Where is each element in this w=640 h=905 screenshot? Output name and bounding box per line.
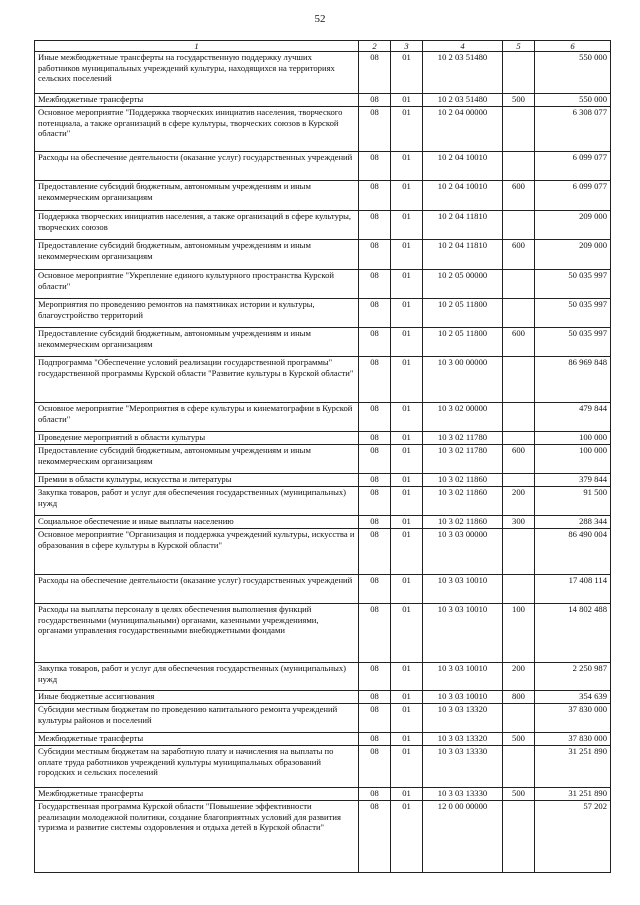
cell-name: Поддержка творческих инициатив населения, а также организаций в сфере культуры, творческих союзов (35, 211, 359, 240)
page-number: 52 (314, 13, 326, 25)
cell-expense-type (503, 357, 535, 403)
cell-name: Основное мероприятие "Организация и поддержка учреждений культуры, искусства и образования в сфере культуры в Курской области" (35, 529, 359, 575)
cell-target-article: 10 3 02 11860 (423, 516, 503, 529)
cell-target-article: 10 2 05 11800 (423, 328, 503, 357)
cell-section: 08 (359, 328, 391, 357)
cell-section: 08 (359, 299, 391, 328)
cell-section: 08 (359, 357, 391, 403)
table-row (35, 107, 611, 152)
cell-amount: 288 344 (535, 516, 611, 529)
cell-target-article: 10 3 03 10010 (423, 604, 503, 663)
cell-amount: 2 250 987 (535, 663, 611, 691)
table-row (35, 181, 611, 211)
cell-name: Межбюджетные трансферты (35, 733, 359, 746)
cell-expense-type (503, 52, 535, 94)
cell-target-article: 10 2 03 51480 (423, 94, 503, 107)
cell-amount: 479 844 (535, 403, 611, 432)
cell-expense-type (503, 801, 535, 873)
cell-section: 08 (359, 403, 391, 432)
cell-name: Межбюджетные трансферты (35, 788, 359, 801)
cell-section: 08 (359, 575, 391, 604)
cell-subsection: 01 (391, 240, 423, 270)
cell-section: 08 (359, 432, 391, 445)
table-row (35, 94, 611, 107)
cell-expense-type (503, 529, 535, 575)
cell-section: 08 (359, 529, 391, 575)
cell-name: Предоставление субсидий бюджетным, автономным учреждениям и иным некоммерческим организациям (35, 181, 359, 211)
cell-target-article: 10 3 03 00000 (423, 529, 503, 575)
cell-target-article: 10 3 03 13320 (423, 733, 503, 746)
table-row (35, 270, 611, 299)
cell-subsection: 01 (391, 181, 423, 211)
cell-subsection: 01 (391, 487, 423, 516)
cell-subsection: 01 (391, 357, 423, 403)
cell-amount: 6 099 077 (535, 181, 611, 211)
cell-target-article: 10 2 04 00000 (423, 107, 503, 152)
cell-expense-type: 800 (503, 691, 535, 704)
cell-section: 08 (359, 691, 391, 704)
cell-target-article: 10 3 02 11780 (423, 432, 503, 445)
cell-subsection: 01 (391, 328, 423, 357)
cell-name: Закупка товаров, работ и услуг для обеспечения государственных (муниципальных) нужд (35, 487, 359, 516)
table-header-row (35, 41, 611, 52)
header-col-subsection: 3 (391, 41, 423, 52)
cell-target-article: 10 3 03 10010 (423, 691, 503, 704)
cell-amount: 37 830 000 (535, 704, 611, 733)
table-row (35, 240, 611, 270)
cell-subsection: 01 (391, 270, 423, 299)
cell-name: Субсидии местным бюджетам на заработную плату и начисления на выплаты по оплате труда работников учреждений культуры муниципальных образований городских и сельских поселений (35, 746, 359, 788)
cell-amount: 100 000 (535, 445, 611, 474)
table-row (35, 691, 611, 704)
cell-amount: 379 844 (535, 474, 611, 487)
cell-section: 08 (359, 181, 391, 211)
cell-subsection: 01 (391, 746, 423, 788)
cell-expense-type: 500 (503, 733, 535, 746)
table-row (35, 575, 611, 604)
cell-subsection: 01 (391, 801, 423, 873)
cell-name: Премии в области культуры, искусства и литературы (35, 474, 359, 487)
cell-name: Закупка товаров, работ и услуг для обеспечения государственных (муниципальных) нужд (35, 663, 359, 691)
cell-subsection: 01 (391, 529, 423, 575)
cell-subsection: 01 (391, 94, 423, 107)
cell-target-article: 10 3 02 11860 (423, 487, 503, 516)
cell-name: Проведение мероприятий в области культуры (35, 432, 359, 445)
cell-amount: 209 000 (535, 211, 611, 240)
cell-target-article: 10 3 03 13330 (423, 788, 503, 801)
table-row (35, 487, 611, 516)
cell-name: Основное мероприятие "Укрепление единого культурного пространства Курской области" (35, 270, 359, 299)
header-col-target-article: 4 (423, 41, 503, 52)
cell-expense-type: 600 (503, 240, 535, 270)
cell-target-article: 10 3 02 11780 (423, 445, 503, 474)
cell-amount: 100 000 (535, 432, 611, 445)
cell-subsection: 01 (391, 445, 423, 474)
cell-expense-type (503, 107, 535, 152)
cell-section: 08 (359, 240, 391, 270)
cell-subsection: 01 (391, 604, 423, 663)
cell-amount: 91 500 (535, 487, 611, 516)
cell-target-article: 10 3 02 11860 (423, 474, 503, 487)
table-row (35, 604, 611, 663)
header-col-name: 1 (35, 41, 359, 52)
cell-name: Мероприятия по проведению ремонтов на памятниках истории и культуры, благоустройство территорий (35, 299, 359, 328)
cell-amount: 6 308 077 (535, 107, 611, 152)
cell-amount: 57 202 (535, 801, 611, 873)
cell-section: 08 (359, 152, 391, 181)
cell-target-article: 12 0 00 00000 (423, 801, 503, 873)
cell-target-article: 10 2 05 11800 (423, 299, 503, 328)
cell-target-article: 10 2 05 00000 (423, 270, 503, 299)
cell-subsection: 01 (391, 691, 423, 704)
cell-section: 08 (359, 52, 391, 94)
cell-section: 08 (359, 107, 391, 152)
table-row (35, 704, 611, 733)
cell-target-article: 10 2 04 11810 (423, 240, 503, 270)
cell-section: 08 (359, 604, 391, 663)
cell-section: 08 (359, 788, 391, 801)
table-row (35, 211, 611, 240)
cell-target-article: 10 2 04 10010 (423, 181, 503, 211)
cell-expense-type: 200 (503, 487, 535, 516)
table-row (35, 299, 611, 328)
cell-subsection: 01 (391, 704, 423, 733)
cell-amount: 50 035 997 (535, 328, 611, 357)
cell-subsection: 01 (391, 663, 423, 691)
cell-name: Расходы на выплаты персоналу в целях обеспечения выполнения функций государственными (муниципальными) органами, казенными учреждениями, органами управления государственными внебюджетными фондами (35, 604, 359, 663)
cell-expense-type: 600 (503, 181, 535, 211)
cell-amount: 37 830 000 (535, 733, 611, 746)
budget-table (34, 40, 611, 873)
cell-expense-type (503, 704, 535, 733)
cell-name: Предоставление субсидий бюджетным, автономным учреждениям и иным некоммерческим организациям (35, 445, 359, 474)
cell-amount: 6 099 077 (535, 152, 611, 181)
cell-name: Субсидии местным бюджетам по проведению капитального ремонта учреждений культуры районов и поселений (35, 704, 359, 733)
cell-target-article: 10 3 03 13320 (423, 704, 503, 733)
header-col-section: 2 (359, 41, 391, 52)
cell-subsection: 01 (391, 403, 423, 432)
cell-target-article: 10 3 02 00000 (423, 403, 503, 432)
cell-subsection: 01 (391, 211, 423, 240)
table-row (35, 152, 611, 181)
cell-expense-type: 500 (503, 788, 535, 801)
cell-section: 08 (359, 270, 391, 299)
cell-name: Расходы на обеспечение деятельности (оказание услуг) государственных учреждений (35, 575, 359, 604)
table-row (35, 403, 611, 432)
cell-name: Иные бюджетные ассигнования (35, 691, 359, 704)
cell-section: 08 (359, 801, 391, 873)
cell-amount: 50 035 997 (535, 270, 611, 299)
cell-section: 08 (359, 663, 391, 691)
table-row (35, 516, 611, 529)
cell-expense-type (503, 403, 535, 432)
cell-name: Государственная программа Курской области "Повышение эффективности реализации молодежной политики, создание благоприятных условий для развития туризма и развитие системы оздоровления и отдыха детей в Курской области" (35, 801, 359, 873)
table-row (35, 445, 611, 474)
cell-subsection: 01 (391, 788, 423, 801)
cell-section: 08 (359, 487, 391, 516)
cell-expense-type: 600 (503, 445, 535, 474)
cell-expense-type (503, 211, 535, 240)
cell-subsection: 01 (391, 152, 423, 181)
header-col-expense-type: 5 (503, 41, 535, 52)
cell-name: Иные межбюджетные трансферты на государственную поддержку лучших работников муниципальных учреждений культуры, находящихся на территориях сельских поселений (35, 52, 359, 94)
cell-amount: 354 639 (535, 691, 611, 704)
table-row (35, 529, 611, 575)
cell-expense-type (503, 575, 535, 604)
cell-amount: 209 000 (535, 240, 611, 270)
cell-target-article: 10 2 04 11810 (423, 211, 503, 240)
header-col-amount: 6 (535, 41, 611, 52)
cell-section: 08 (359, 746, 391, 788)
cell-amount: 550 000 (535, 94, 611, 107)
cell-section: 08 (359, 445, 391, 474)
cell-expense-type (503, 152, 535, 181)
cell-target-article: 10 3 00 00000 (423, 357, 503, 403)
cell-amount: 86 969 848 (535, 357, 611, 403)
cell-expense-type: 600 (503, 328, 535, 357)
table-row (35, 746, 611, 788)
cell-subsection: 01 (391, 474, 423, 487)
cell-expense-type: 300 (503, 516, 535, 529)
cell-target-article: 10 2 04 10010 (423, 152, 503, 181)
cell-section: 08 (359, 733, 391, 746)
table-row (35, 328, 611, 357)
cell-subsection: 01 (391, 52, 423, 94)
cell-expense-type: 100 (503, 604, 535, 663)
cell-subsection: 01 (391, 299, 423, 328)
table-row (35, 663, 611, 691)
cell-expense-type: 500 (503, 94, 535, 107)
cell-section: 08 (359, 474, 391, 487)
table-row (35, 357, 611, 403)
cell-amount: 14 802 488 (535, 604, 611, 663)
cell-section: 08 (359, 94, 391, 107)
cell-expense-type (503, 299, 535, 328)
cell-subsection: 01 (391, 107, 423, 152)
cell-target-article: 10 2 03 51480 (423, 52, 503, 94)
table-row (35, 788, 611, 801)
cell-target-article: 10 3 03 13330 (423, 746, 503, 788)
cell-subsection: 01 (391, 575, 423, 604)
table-row (35, 801, 611, 873)
cell-subsection: 01 (391, 516, 423, 529)
cell-amount: 50 035 997 (535, 299, 611, 328)
cell-amount: 86 490 004 (535, 529, 611, 575)
cell-amount: 550 000 (535, 52, 611, 94)
cell-name: Социальное обеспечение и иные выплаты населению (35, 516, 359, 529)
cell-name: Основное мероприятие "Мероприятия в сфере культуры и кинематографии в Курской области" (35, 403, 359, 432)
cell-section: 08 (359, 516, 391, 529)
cell-subsection: 01 (391, 733, 423, 746)
cell-section: 08 (359, 211, 391, 240)
cell-name: Предоставление субсидий бюджетным, автономным учреждениям и иным некоммерческим организациям (35, 328, 359, 357)
cell-expense-type (503, 432, 535, 445)
cell-name: Подпрограмма "Обеспечение условий реализации государственной программы" государственной программы Курской области "Развитие культуры в Курской области" (35, 357, 359, 403)
cell-expense-type (503, 270, 535, 299)
cell-name: Основное мероприятие "Поддержка творческих инициатив населения, творческого потенциала, а также организаций в сфере культуры, творческих союзов в Курской области" (35, 107, 359, 152)
cell-section: 08 (359, 704, 391, 733)
cell-target-article: 10 3 03 10010 (423, 663, 503, 691)
table-body (35, 52, 611, 873)
cell-name: Предоставление субсидий бюджетным, автономным учреждениям и иным некоммерческим организациям (35, 240, 359, 270)
cell-subsection: 01 (391, 432, 423, 445)
table-row (35, 474, 611, 487)
cell-name: Расходы на обеспечение деятельности (оказание услуг) государственных учреждений (35, 152, 359, 181)
cell-target-article: 10 3 03 10010 (423, 575, 503, 604)
cell-expense-type (503, 474, 535, 487)
cell-amount: 31 251 890 (535, 788, 611, 801)
cell-expense-type (503, 746, 535, 788)
cell-expense-type: 200 (503, 663, 535, 691)
table-row (35, 52, 611, 94)
cell-amount: 31 251 890 (535, 746, 611, 788)
table-row (35, 432, 611, 445)
cell-amount: 17 408 114 (535, 575, 611, 604)
table-row (35, 733, 611, 746)
cell-name: Межбюджетные трансферты (35, 94, 359, 107)
